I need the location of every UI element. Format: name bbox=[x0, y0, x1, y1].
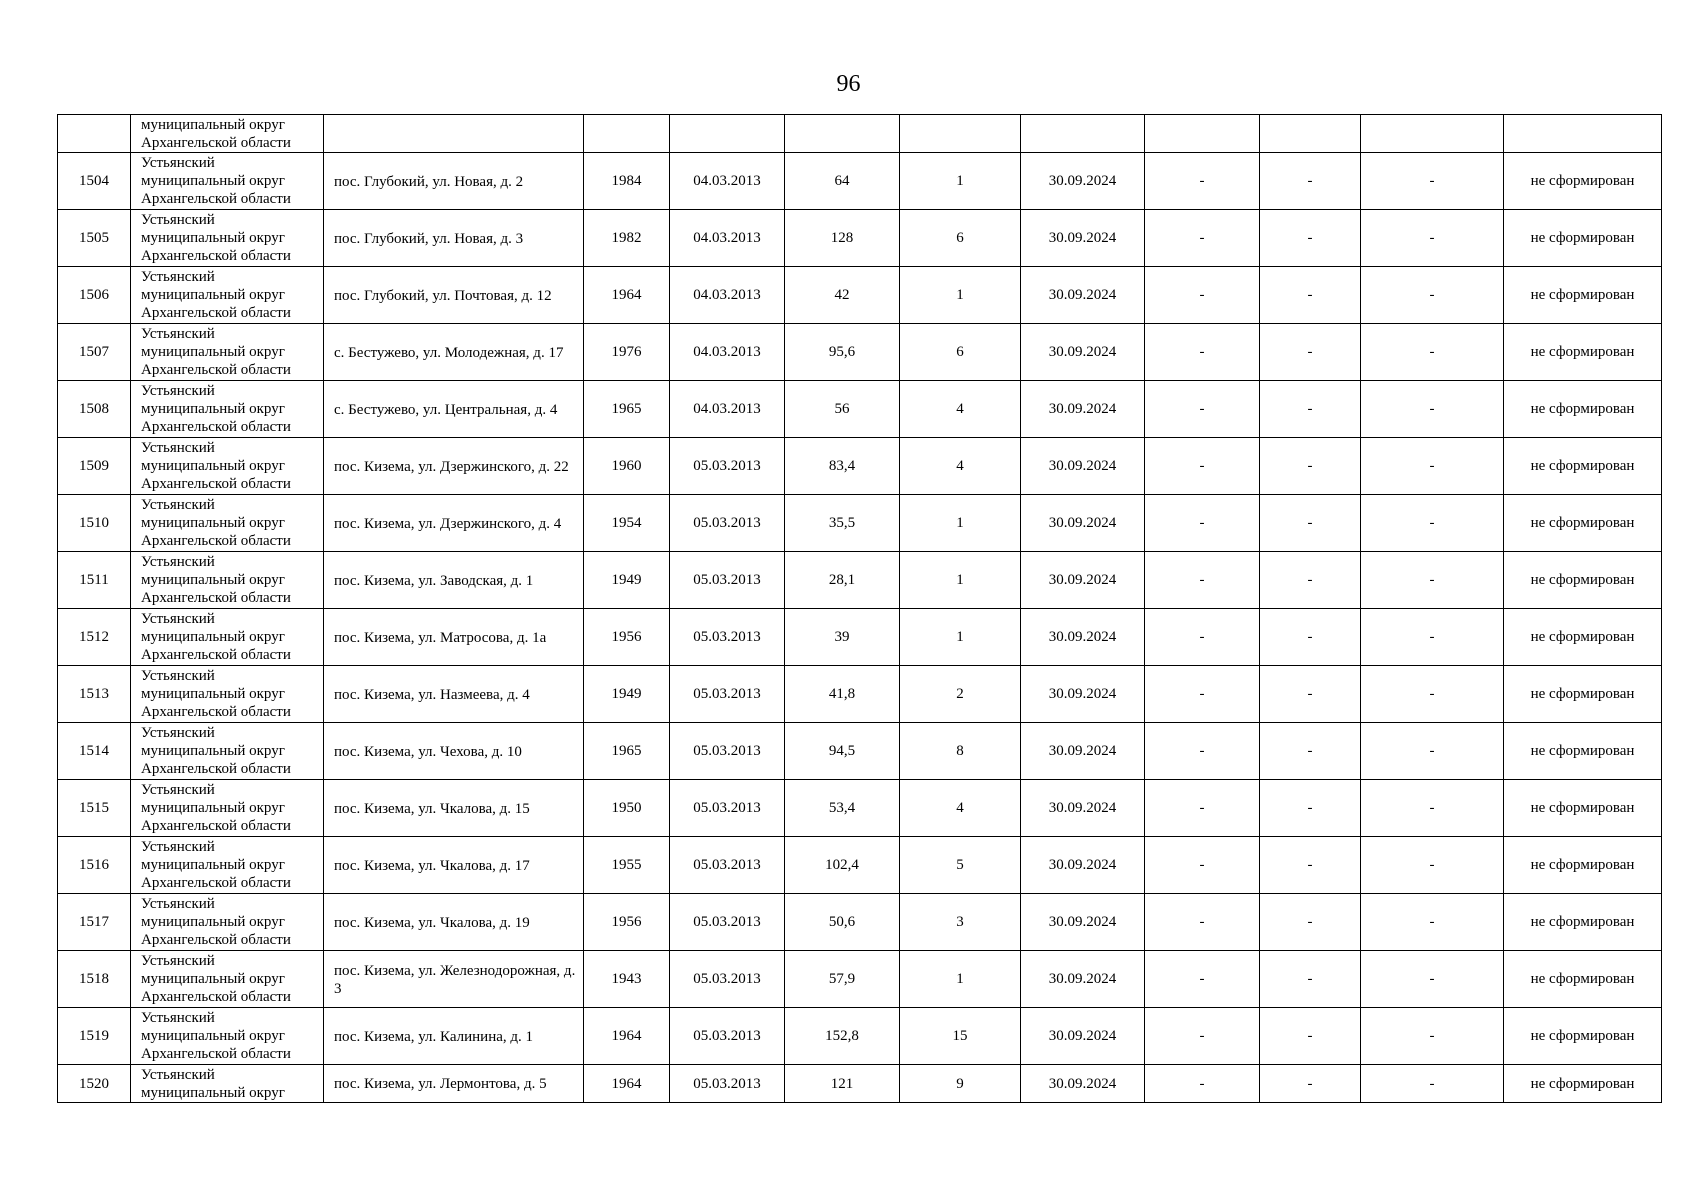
cell-municipality bbox=[131, 438, 324, 495]
table-row bbox=[58, 438, 1662, 495]
municipality-line: Устьянский bbox=[141, 1067, 215, 1083]
cell-date: 05.03.2013 bbox=[670, 1065, 785, 1103]
cell-status: не сформирован bbox=[1504, 894, 1662, 951]
cell-year: 1949 bbox=[584, 552, 670, 609]
cell-status: не сформирован bbox=[1504, 381, 1662, 438]
cell-date: 05.03.2013 bbox=[670, 1008, 785, 1065]
cell-col10: - bbox=[1260, 837, 1361, 894]
municipality-line: Устьянский bbox=[141, 953, 215, 969]
cell-address: пос. Глубокий, ул. Новая, д. 3 bbox=[324, 210, 584, 267]
cell-col9: - bbox=[1145, 780, 1260, 837]
cell-deadline: 30.09.2024 bbox=[1021, 666, 1145, 723]
municipality-line: Архангельской области bbox=[141, 932, 291, 948]
cell-col9: - bbox=[1145, 438, 1260, 495]
cell-address: пос. Кизема, ул. Чкалова, д. 15 bbox=[324, 780, 584, 837]
cell-municipality bbox=[131, 723, 324, 780]
cell-num: 1506 bbox=[58, 267, 131, 324]
cell-deadline: 30.09.2024 bbox=[1021, 609, 1145, 666]
cell-municipality bbox=[131, 495, 324, 552]
cell-year: 1965 bbox=[584, 723, 670, 780]
cell-date: 05.03.2013 bbox=[670, 609, 785, 666]
cell-col10: - bbox=[1260, 153, 1361, 210]
cell-num: 1518 bbox=[58, 951, 131, 1008]
municipality-line: Архангельской области bbox=[141, 419, 291, 435]
cell-col11: - bbox=[1361, 381, 1504, 438]
cell-residents: 4 bbox=[900, 438, 1021, 495]
municipality-line: Архангельской области bbox=[141, 248, 291, 264]
cell-status: не сформирован bbox=[1504, 324, 1662, 381]
cell-year: 1984 bbox=[584, 153, 670, 210]
cell-year: 1964 bbox=[584, 1008, 670, 1065]
cell-address: пос. Кизема, ул. Лермонтова, д. 5 bbox=[324, 1065, 584, 1103]
table-row bbox=[58, 780, 1662, 837]
cell-deadline: 30.09.2024 bbox=[1021, 153, 1145, 210]
municipality-line: муниципальный округ bbox=[141, 287, 285, 303]
cell-col11: - bbox=[1361, 153, 1504, 210]
cell-residents: 4 bbox=[900, 780, 1021, 837]
table-row bbox=[58, 609, 1662, 666]
municipality-line: муниципальный округ bbox=[141, 743, 285, 759]
cell-status: не сформирован bbox=[1504, 438, 1662, 495]
cell-area: 102,4 bbox=[785, 837, 900, 894]
cell-num: 1511 bbox=[58, 552, 131, 609]
municipality-line: муниципальный округ bbox=[141, 230, 285, 246]
cell-municipality bbox=[131, 1065, 324, 1103]
municipality-line: Устьянский bbox=[141, 611, 215, 627]
cell-col10: - bbox=[1260, 1008, 1361, 1065]
table-row bbox=[58, 381, 1662, 438]
cell-area: 42 bbox=[785, 267, 900, 324]
cell-col11: - bbox=[1361, 495, 1504, 552]
cell-residents: 4 bbox=[900, 381, 1021, 438]
cell-date: 04.03.2013 bbox=[670, 210, 785, 267]
cell-date: 04.03.2013 bbox=[670, 381, 785, 438]
cell-year: 1964 bbox=[584, 267, 670, 324]
cell-col11: - bbox=[1361, 1065, 1504, 1103]
municipality-line: Устьянский bbox=[141, 440, 215, 456]
cell-area: 56 bbox=[785, 381, 900, 438]
cell-residents: 6 bbox=[900, 210, 1021, 267]
cell-residents: 5 bbox=[900, 837, 1021, 894]
cell-area: 28,1 bbox=[785, 552, 900, 609]
cell-address: с. Бестужево, ул. Центральная, д. 4 bbox=[324, 381, 584, 438]
municipality-line: Устьянский bbox=[141, 326, 215, 342]
table-row bbox=[58, 552, 1662, 609]
cell-area: 39 bbox=[785, 609, 900, 666]
cell-col9: - bbox=[1145, 495, 1260, 552]
table-body bbox=[58, 115, 1662, 1103]
cell-municipality bbox=[131, 894, 324, 951]
cell-num: 1508 bbox=[58, 381, 131, 438]
cell-col9: - bbox=[1145, 267, 1260, 324]
cell-area: 83,4 bbox=[785, 438, 900, 495]
cell-date: 05.03.2013 bbox=[670, 495, 785, 552]
cell-area: 121 bbox=[785, 1065, 900, 1103]
cell-num: 1509 bbox=[58, 438, 131, 495]
municipality-line: Устьянский bbox=[141, 782, 215, 798]
municipality-line: Архангельской области bbox=[141, 989, 291, 1005]
municipality-line: Архангельской области bbox=[141, 476, 291, 492]
cell-municipality bbox=[131, 609, 324, 666]
table-row bbox=[58, 210, 1662, 267]
cell-address: пос. Кизема, ул. Чкалова, д. 17 bbox=[324, 837, 584, 894]
cell-num: 1507 bbox=[58, 324, 131, 381]
table-row bbox=[58, 837, 1662, 894]
cell-area: 128 bbox=[785, 210, 900, 267]
cell-municipality bbox=[131, 666, 324, 723]
cell-col10: - bbox=[1260, 1065, 1361, 1103]
cell-status: не сформирован bbox=[1504, 210, 1662, 267]
cell-col10: - bbox=[1260, 780, 1361, 837]
municipality-line: муниципальный округ bbox=[141, 914, 285, 930]
cell-address: пос. Кизема, ул. Чехова, д. 10 bbox=[324, 723, 584, 780]
cell-date: 04.03.2013 bbox=[670, 267, 785, 324]
municipality-line: Устьянский bbox=[141, 155, 215, 171]
cell-num: 1515 bbox=[58, 780, 131, 837]
cell-year: 1956 bbox=[584, 894, 670, 951]
cell-date: 05.03.2013 bbox=[670, 552, 785, 609]
page-number: 96 bbox=[836, 71, 861, 97]
cell-deadline: 30.09.2024 bbox=[1021, 210, 1145, 267]
cell-address: пос. Глубокий, ул. Почтовая, д. 12 bbox=[324, 267, 584, 324]
cell-year: 1956 bbox=[584, 609, 670, 666]
cell-col11: - bbox=[1361, 267, 1504, 324]
cell-municipality bbox=[131, 837, 324, 894]
cell-residents bbox=[900, 115, 1021, 153]
cell-municipality bbox=[131, 951, 324, 1008]
cell-deadline: 30.09.2024 bbox=[1021, 324, 1145, 381]
table-row bbox=[58, 894, 1662, 951]
municipality-line: муниципальный округ bbox=[141, 1085, 285, 1101]
cell-col11: - bbox=[1361, 951, 1504, 1008]
municipality-line: муниципальный округ bbox=[141, 401, 285, 417]
cell-year: 1954 bbox=[584, 495, 670, 552]
cell-col11: - bbox=[1361, 780, 1504, 837]
municipality-line: Устьянский bbox=[141, 839, 215, 855]
cell-status: не сформирован bbox=[1504, 666, 1662, 723]
cell-col11: - bbox=[1361, 324, 1504, 381]
cell-address: пос. Кизема, ул. Дзержинского, д. 22 bbox=[324, 438, 584, 495]
municipality-line: Архангельской области bbox=[141, 761, 291, 777]
cell-deadline: 30.09.2024 bbox=[1021, 552, 1145, 609]
cell-date: 05.03.2013 bbox=[670, 666, 785, 723]
cell-col11: - bbox=[1361, 723, 1504, 780]
cell-col11 bbox=[1361, 115, 1504, 153]
cell-col11: - bbox=[1361, 552, 1504, 609]
cell-col10: - bbox=[1260, 894, 1361, 951]
table-row bbox=[58, 1065, 1662, 1103]
cell-municipality bbox=[131, 210, 324, 267]
municipality-line: Архангельской области bbox=[141, 875, 291, 891]
cell-col9: - bbox=[1145, 153, 1260, 210]
cell-deadline: 30.09.2024 bbox=[1021, 780, 1145, 837]
municipality-line: муниципальный округ bbox=[141, 572, 285, 588]
cell-col9: - bbox=[1145, 552, 1260, 609]
municipality-line: муниципальный округ bbox=[141, 515, 285, 531]
table-row bbox=[58, 666, 1662, 723]
cell-deadline: 30.09.2024 bbox=[1021, 837, 1145, 894]
cell-residents: 9 bbox=[900, 1065, 1021, 1103]
cell-col9: - bbox=[1145, 666, 1260, 723]
municipality-line: Архангельской области bbox=[141, 1046, 291, 1062]
municipality-line: Устьянский bbox=[141, 1010, 215, 1026]
cell-col11: - bbox=[1361, 210, 1504, 267]
cell-col9: - bbox=[1145, 324, 1260, 381]
cell-status: не сформирован bbox=[1504, 1065, 1662, 1103]
cell-num bbox=[58, 115, 131, 153]
cell-deadline: 30.09.2024 bbox=[1021, 267, 1145, 324]
cell-year: 1955 bbox=[584, 837, 670, 894]
cell-municipality bbox=[131, 1008, 324, 1065]
cell-address: пос. Кизема, ул. Железнодорожная, д. 3 bbox=[324, 951, 584, 1008]
cell-area: 50,6 bbox=[785, 894, 900, 951]
cell-col10: - bbox=[1260, 381, 1361, 438]
table-row bbox=[58, 267, 1662, 324]
municipality-line: Архангельской области bbox=[141, 704, 291, 720]
cell-col9: - bbox=[1145, 951, 1260, 1008]
cell-residents: 3 bbox=[900, 894, 1021, 951]
cell-year: 1964 bbox=[584, 1065, 670, 1103]
cell-col10: - bbox=[1260, 951, 1361, 1008]
cell-deadline: 30.09.2024 bbox=[1021, 1008, 1145, 1065]
cell-address: пос. Кизема, ул. Дзержинского, д. 4 bbox=[324, 495, 584, 552]
cell-col10: - bbox=[1260, 495, 1361, 552]
table-row bbox=[58, 723, 1662, 780]
cell-date: 05.03.2013 bbox=[670, 894, 785, 951]
cell-residents: 1 bbox=[900, 552, 1021, 609]
cell-status: не сформирован bbox=[1504, 780, 1662, 837]
cell-area: 152,8 bbox=[785, 1008, 900, 1065]
cell-residents: 1 bbox=[900, 495, 1021, 552]
table-row bbox=[58, 153, 1662, 210]
cell-status: не сформирован bbox=[1504, 951, 1662, 1008]
cell-municipality bbox=[131, 267, 324, 324]
municipality-line: муниципальный округ bbox=[141, 117, 285, 133]
cell-date: 05.03.2013 bbox=[670, 438, 785, 495]
cell-address: пос. Кизема, ул. Назмеева, д. 4 bbox=[324, 666, 584, 723]
cell-address bbox=[324, 115, 584, 153]
municipality-line: Архангельской области bbox=[141, 590, 291, 606]
cell-col11: - bbox=[1361, 438, 1504, 495]
table-row bbox=[58, 324, 1662, 381]
cell-date: 04.03.2013 bbox=[670, 324, 785, 381]
cell-deadline: 30.09.2024 bbox=[1021, 495, 1145, 552]
cell-num: 1514 bbox=[58, 723, 131, 780]
cell-residents: 1 bbox=[900, 153, 1021, 210]
cell-num: 1513 bbox=[58, 666, 131, 723]
cell-area: 57,9 bbox=[785, 951, 900, 1008]
cell-deadline: 30.09.2024 bbox=[1021, 381, 1145, 438]
cell-col10: - bbox=[1260, 666, 1361, 723]
cell-col10 bbox=[1260, 115, 1361, 153]
municipality-line: Архангельской области bbox=[141, 305, 291, 321]
cell-address: пос. Глубокий, ул. Новая, д. 2 bbox=[324, 153, 584, 210]
cell-year bbox=[584, 115, 670, 153]
cell-col9: - bbox=[1145, 723, 1260, 780]
cell-col11: - bbox=[1361, 894, 1504, 951]
cell-date: 05.03.2013 bbox=[670, 951, 785, 1008]
municipality-line: Архангельской области bbox=[141, 647, 291, 663]
table-row bbox=[58, 951, 1662, 1008]
cell-num: 1512 bbox=[58, 609, 131, 666]
cell-municipality bbox=[131, 552, 324, 609]
cell-num: 1519 bbox=[58, 1008, 131, 1065]
cell-deadline: 30.09.2024 bbox=[1021, 723, 1145, 780]
municipality-line: муниципальный округ bbox=[141, 800, 285, 816]
municipality-line: муниципальный округ bbox=[141, 173, 285, 189]
cell-area: 35,5 bbox=[785, 495, 900, 552]
cell-municipality bbox=[131, 324, 324, 381]
cell-col11: - bbox=[1361, 609, 1504, 666]
cell-year: 1949 bbox=[584, 666, 670, 723]
municipality-line: Устьянский bbox=[141, 896, 215, 912]
cell-col9: - bbox=[1145, 609, 1260, 666]
cell-col10: - bbox=[1260, 552, 1361, 609]
cell-col10: - bbox=[1260, 210, 1361, 267]
municipality-line: Устьянский bbox=[141, 497, 215, 513]
cell-municipality bbox=[131, 780, 324, 837]
cell-deadline bbox=[1021, 115, 1145, 153]
cell-col10: - bbox=[1260, 723, 1361, 780]
cell-status: не сформирован bbox=[1504, 153, 1662, 210]
cell-area bbox=[785, 115, 900, 153]
cell-residents: 1 bbox=[900, 267, 1021, 324]
cell-num: 1510 bbox=[58, 495, 131, 552]
cell-address: пос. Кизема, ул. Калинина, д. 1 bbox=[324, 1008, 584, 1065]
cell-date: 05.03.2013 bbox=[670, 723, 785, 780]
cell-col9: - bbox=[1145, 894, 1260, 951]
cell-status: не сформирован bbox=[1504, 495, 1662, 552]
cell-col9 bbox=[1145, 115, 1260, 153]
municipality-line: Устьянский bbox=[141, 383, 215, 399]
municipality-line: Архангельской области bbox=[141, 533, 291, 549]
cell-address: пос. Кизема, ул. Матросова, д. 1а bbox=[324, 609, 584, 666]
housing-registry-table bbox=[57, 114, 1662, 1103]
municipality-line: Устьянский bbox=[141, 668, 215, 684]
cell-area: 53,4 bbox=[785, 780, 900, 837]
cell-status: не сформирован bbox=[1504, 267, 1662, 324]
municipality-line: муниципальный округ bbox=[141, 344, 285, 360]
municipality-line: Устьянский bbox=[141, 725, 215, 741]
cell-col11: - bbox=[1361, 837, 1504, 894]
cell-num: 1504 bbox=[58, 153, 131, 210]
cell-status: не сформирован bbox=[1504, 723, 1662, 780]
table-row-continuation bbox=[58, 115, 1662, 153]
cell-municipality bbox=[131, 153, 324, 210]
municipality-line: муниципальный округ bbox=[141, 458, 285, 474]
cell-year: 1950 bbox=[584, 780, 670, 837]
municipality-line: Архангельской области bbox=[141, 362, 291, 378]
cell-municipality bbox=[131, 381, 324, 438]
cell-num: 1520 bbox=[58, 1065, 131, 1103]
cell-col10: - bbox=[1260, 438, 1361, 495]
cell-area: 41,8 bbox=[785, 666, 900, 723]
cell-col9: - bbox=[1145, 837, 1260, 894]
cell-residents: 2 bbox=[900, 666, 1021, 723]
table-row bbox=[58, 495, 1662, 552]
cell-col10: - bbox=[1260, 324, 1361, 381]
cell-year: 1982 bbox=[584, 210, 670, 267]
cell-col9: - bbox=[1145, 381, 1260, 438]
cell-status bbox=[1504, 115, 1662, 153]
cell-deadline: 30.09.2024 bbox=[1021, 894, 1145, 951]
cell-year: 1965 bbox=[584, 381, 670, 438]
cell-date bbox=[670, 115, 785, 153]
cell-residents: 15 bbox=[900, 1008, 1021, 1065]
cell-status: не сформирован bbox=[1504, 552, 1662, 609]
municipality-line: муниципальный округ bbox=[141, 857, 285, 873]
cell-num: 1505 bbox=[58, 210, 131, 267]
cell-year: 1976 bbox=[584, 324, 670, 381]
table-row bbox=[58, 1008, 1662, 1065]
cell-deadline: 30.09.2024 bbox=[1021, 951, 1145, 1008]
cell-num: 1517 bbox=[58, 894, 131, 951]
cell-status: не сформирован bbox=[1504, 837, 1662, 894]
cell-num: 1516 bbox=[58, 837, 131, 894]
municipality-line: Архангельской области bbox=[141, 191, 291, 207]
cell-status: не сформирован bbox=[1504, 609, 1662, 666]
cell-area: 95,6 bbox=[785, 324, 900, 381]
cell-residents: 8 bbox=[900, 723, 1021, 780]
municipality-line: Устьянский bbox=[141, 212, 215, 228]
cell-residents: 1 bbox=[900, 951, 1021, 1008]
cell-status: не сформирован bbox=[1504, 1008, 1662, 1065]
cell-year: 1943 bbox=[584, 951, 670, 1008]
municipality-line: Устьянский bbox=[141, 554, 215, 570]
cell-date: 04.03.2013 bbox=[670, 153, 785, 210]
municipality-line: Архангельской области bbox=[141, 135, 291, 151]
cell-col9: - bbox=[1145, 210, 1260, 267]
municipality-line: муниципальный округ bbox=[141, 1028, 285, 1044]
municipality-line: муниципальный округ bbox=[141, 629, 285, 645]
cell-col11: - bbox=[1361, 1008, 1504, 1065]
cell-address: с. Бестужево, ул. Молодежная, д. 17 bbox=[324, 324, 584, 381]
municipality-line: муниципальный округ bbox=[141, 686, 285, 702]
cell-date: 05.03.2013 bbox=[670, 837, 785, 894]
cell-deadline: 30.09.2024 bbox=[1021, 1065, 1145, 1103]
cell-area: 64 bbox=[785, 153, 900, 210]
cell-col11: - bbox=[1361, 666, 1504, 723]
cell-residents: 1 bbox=[900, 609, 1021, 666]
municipality-line: муниципальный округ bbox=[141, 971, 285, 987]
cell-area: 94,5 bbox=[785, 723, 900, 780]
cell-col10: - bbox=[1260, 267, 1361, 324]
cell-col10: - bbox=[1260, 609, 1361, 666]
cell-col9: - bbox=[1145, 1065, 1260, 1103]
cell-municipality bbox=[131, 115, 324, 153]
cell-address: пос. Кизема, ул. Заводская, д. 1 bbox=[324, 552, 584, 609]
cell-year: 1960 bbox=[584, 438, 670, 495]
cell-col9: - bbox=[1145, 1008, 1260, 1065]
municipality-line: Архангельской области bbox=[141, 818, 291, 834]
cell-date: 05.03.2013 bbox=[670, 780, 785, 837]
cell-address: пос. Кизема, ул. Чкалова, д. 19 bbox=[324, 894, 584, 951]
municipality-line: Устьянский bbox=[141, 269, 215, 285]
cell-deadline: 30.09.2024 bbox=[1021, 438, 1145, 495]
cell-residents: 6 bbox=[900, 324, 1021, 381]
